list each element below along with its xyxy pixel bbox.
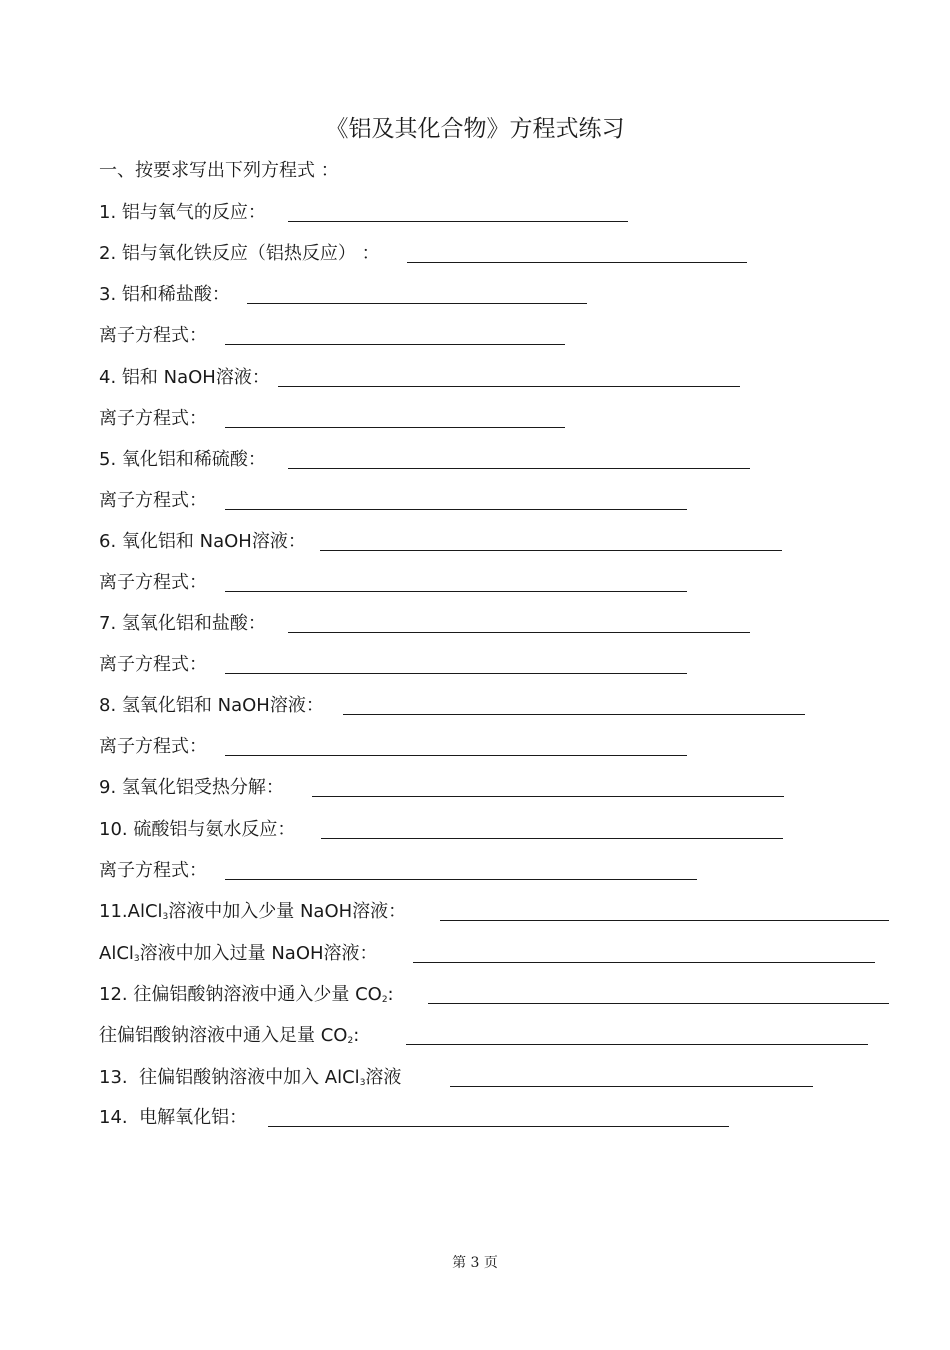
answer-blank[interactable] — [320, 550, 782, 551]
question-label: 离子方程式： — [99, 860, 207, 881]
question-label: 溶液中加入少量 NaOH溶液： — [168, 901, 407, 922]
ionic-equation-10 — [99, 857, 207, 885]
question-label: 10. 硫酸铝与氨水反应： — [99, 819, 296, 840]
ionic-equation-3 — [99, 322, 207, 350]
ionic-equation-5 — [99, 487, 207, 515]
question-label: 溶液 — [365, 1067, 402, 1088]
question-label: 11.AlCl — [99, 901, 163, 922]
question-label: : — [353, 1025, 360, 1046]
worksheet-title: 《铝及其化合物》方程式练习 — [325, 116, 625, 142]
answer-blank[interactable] — [321, 838, 783, 839]
question-label: AlCl — [99, 943, 134, 964]
subscript: 3 — [162, 912, 169, 922]
subscript: 3 — [359, 1078, 366, 1088]
subscript: 2 — [381, 995, 388, 1005]
question-13 — [99, 1064, 401, 1092]
question-label: 9. 氢氧化铝受热分解： — [99, 777, 284, 798]
question-5 — [99, 446, 266, 474]
answer-blank[interactable] — [413, 962, 875, 963]
question-label: 13. 往偏铝酸钠溶液中加入 AlCl — [99, 1067, 360, 1088]
question-2 — [99, 240, 380, 268]
question-1 — [99, 199, 266, 227]
question-label: 离子方程式： — [99, 325, 207, 346]
answer-blank[interactable] — [428, 1003, 889, 1004]
answer-blank[interactable] — [406, 1044, 868, 1045]
question-10 — [99, 816, 295, 844]
answer-blank[interactable] — [312, 796, 784, 797]
question-label: 12. 往偏铝酸钠溶液中通入少量 CO — [99, 984, 382, 1005]
subscript: 2 — [347, 1036, 354, 1046]
question-8 — [99, 692, 324, 720]
question-label: 8. 氢氧化铝和 NaOH溶液： — [99, 695, 324, 716]
question-12b — [99, 1022, 359, 1050]
question-label: 7. 氢氧化铝和盐酸： — [99, 613, 266, 634]
ionic-equation-7 — [99, 651, 207, 679]
question-4 — [99, 364, 270, 392]
answer-blank[interactable] — [288, 221, 628, 222]
answer-blank[interactable] — [343, 714, 805, 715]
ionic-equation-8 — [99, 733, 207, 761]
question-label: 5. 氧化铝和稀硫酸： — [99, 449, 266, 470]
question-label: 4. 铝和 NaOH溶液： — [99, 367, 270, 388]
question-label: 14. 电解氧化铝： — [99, 1107, 248, 1128]
answer-blank[interactable] — [450, 1086, 813, 1087]
answer-blank[interactable] — [247, 303, 587, 304]
question-label: 溶液中加入过量 NaOH溶液： — [139, 943, 378, 964]
question-14 — [99, 1104, 247, 1132]
subscript: 3 — [133, 954, 140, 964]
question-label: 往偏铝酸钠溶液中通入足量 CO — [99, 1025, 348, 1046]
question-label: 6. 氧化铝和 NaOH溶液： — [99, 531, 306, 552]
question-7 — [99, 610, 266, 638]
answer-blank[interactable] — [440, 920, 889, 921]
answer-blank[interactable] — [225, 673, 687, 674]
answer-blank[interactable] — [407, 262, 747, 263]
question-label: 离子方程式： — [99, 654, 207, 675]
question-label: : — [387, 984, 394, 1005]
question-label: 离子方程式： — [99, 408, 207, 429]
answer-blank[interactable] — [288, 632, 750, 633]
section-heading: 一、按要求写出下列方程式 ： — [99, 160, 339, 181]
answer-blank[interactable] — [225, 344, 565, 345]
answer-blank[interactable] — [225, 591, 687, 592]
question-9 — [99, 774, 284, 802]
question-label: 1. 铝与氧气的反应： — [99, 202, 266, 223]
answer-blank[interactable] — [278, 386, 740, 387]
question-label: 离子方程式： — [99, 736, 207, 757]
question-6 — [99, 528, 306, 556]
question-label: 离子方程式： — [99, 490, 207, 511]
question-11a — [99, 898, 406, 926]
question-11b — [99, 940, 378, 968]
question-3 — [99, 281, 230, 309]
question-label: 2. 铝与氧化铁反应（铝热反应） ： — [99, 243, 380, 264]
ionic-equation-6 — [99, 569, 207, 597]
answer-blank[interactable] — [288, 468, 750, 469]
question-label: 离子方程式： — [99, 572, 207, 593]
ionic-equation-4 — [99, 405, 207, 433]
answer-blank[interactable] — [225, 427, 565, 428]
page-number: 第 3 页 — [452, 1255, 498, 1271]
question-label: 3. 铝和稀盐酸： — [99, 284, 230, 305]
answer-blank[interactable] — [225, 509, 687, 510]
answer-blank[interactable] — [225, 879, 697, 880]
question-12a — [99, 981, 394, 1009]
answer-blank[interactable] — [268, 1126, 729, 1127]
answer-blank[interactable] — [225, 755, 687, 756]
